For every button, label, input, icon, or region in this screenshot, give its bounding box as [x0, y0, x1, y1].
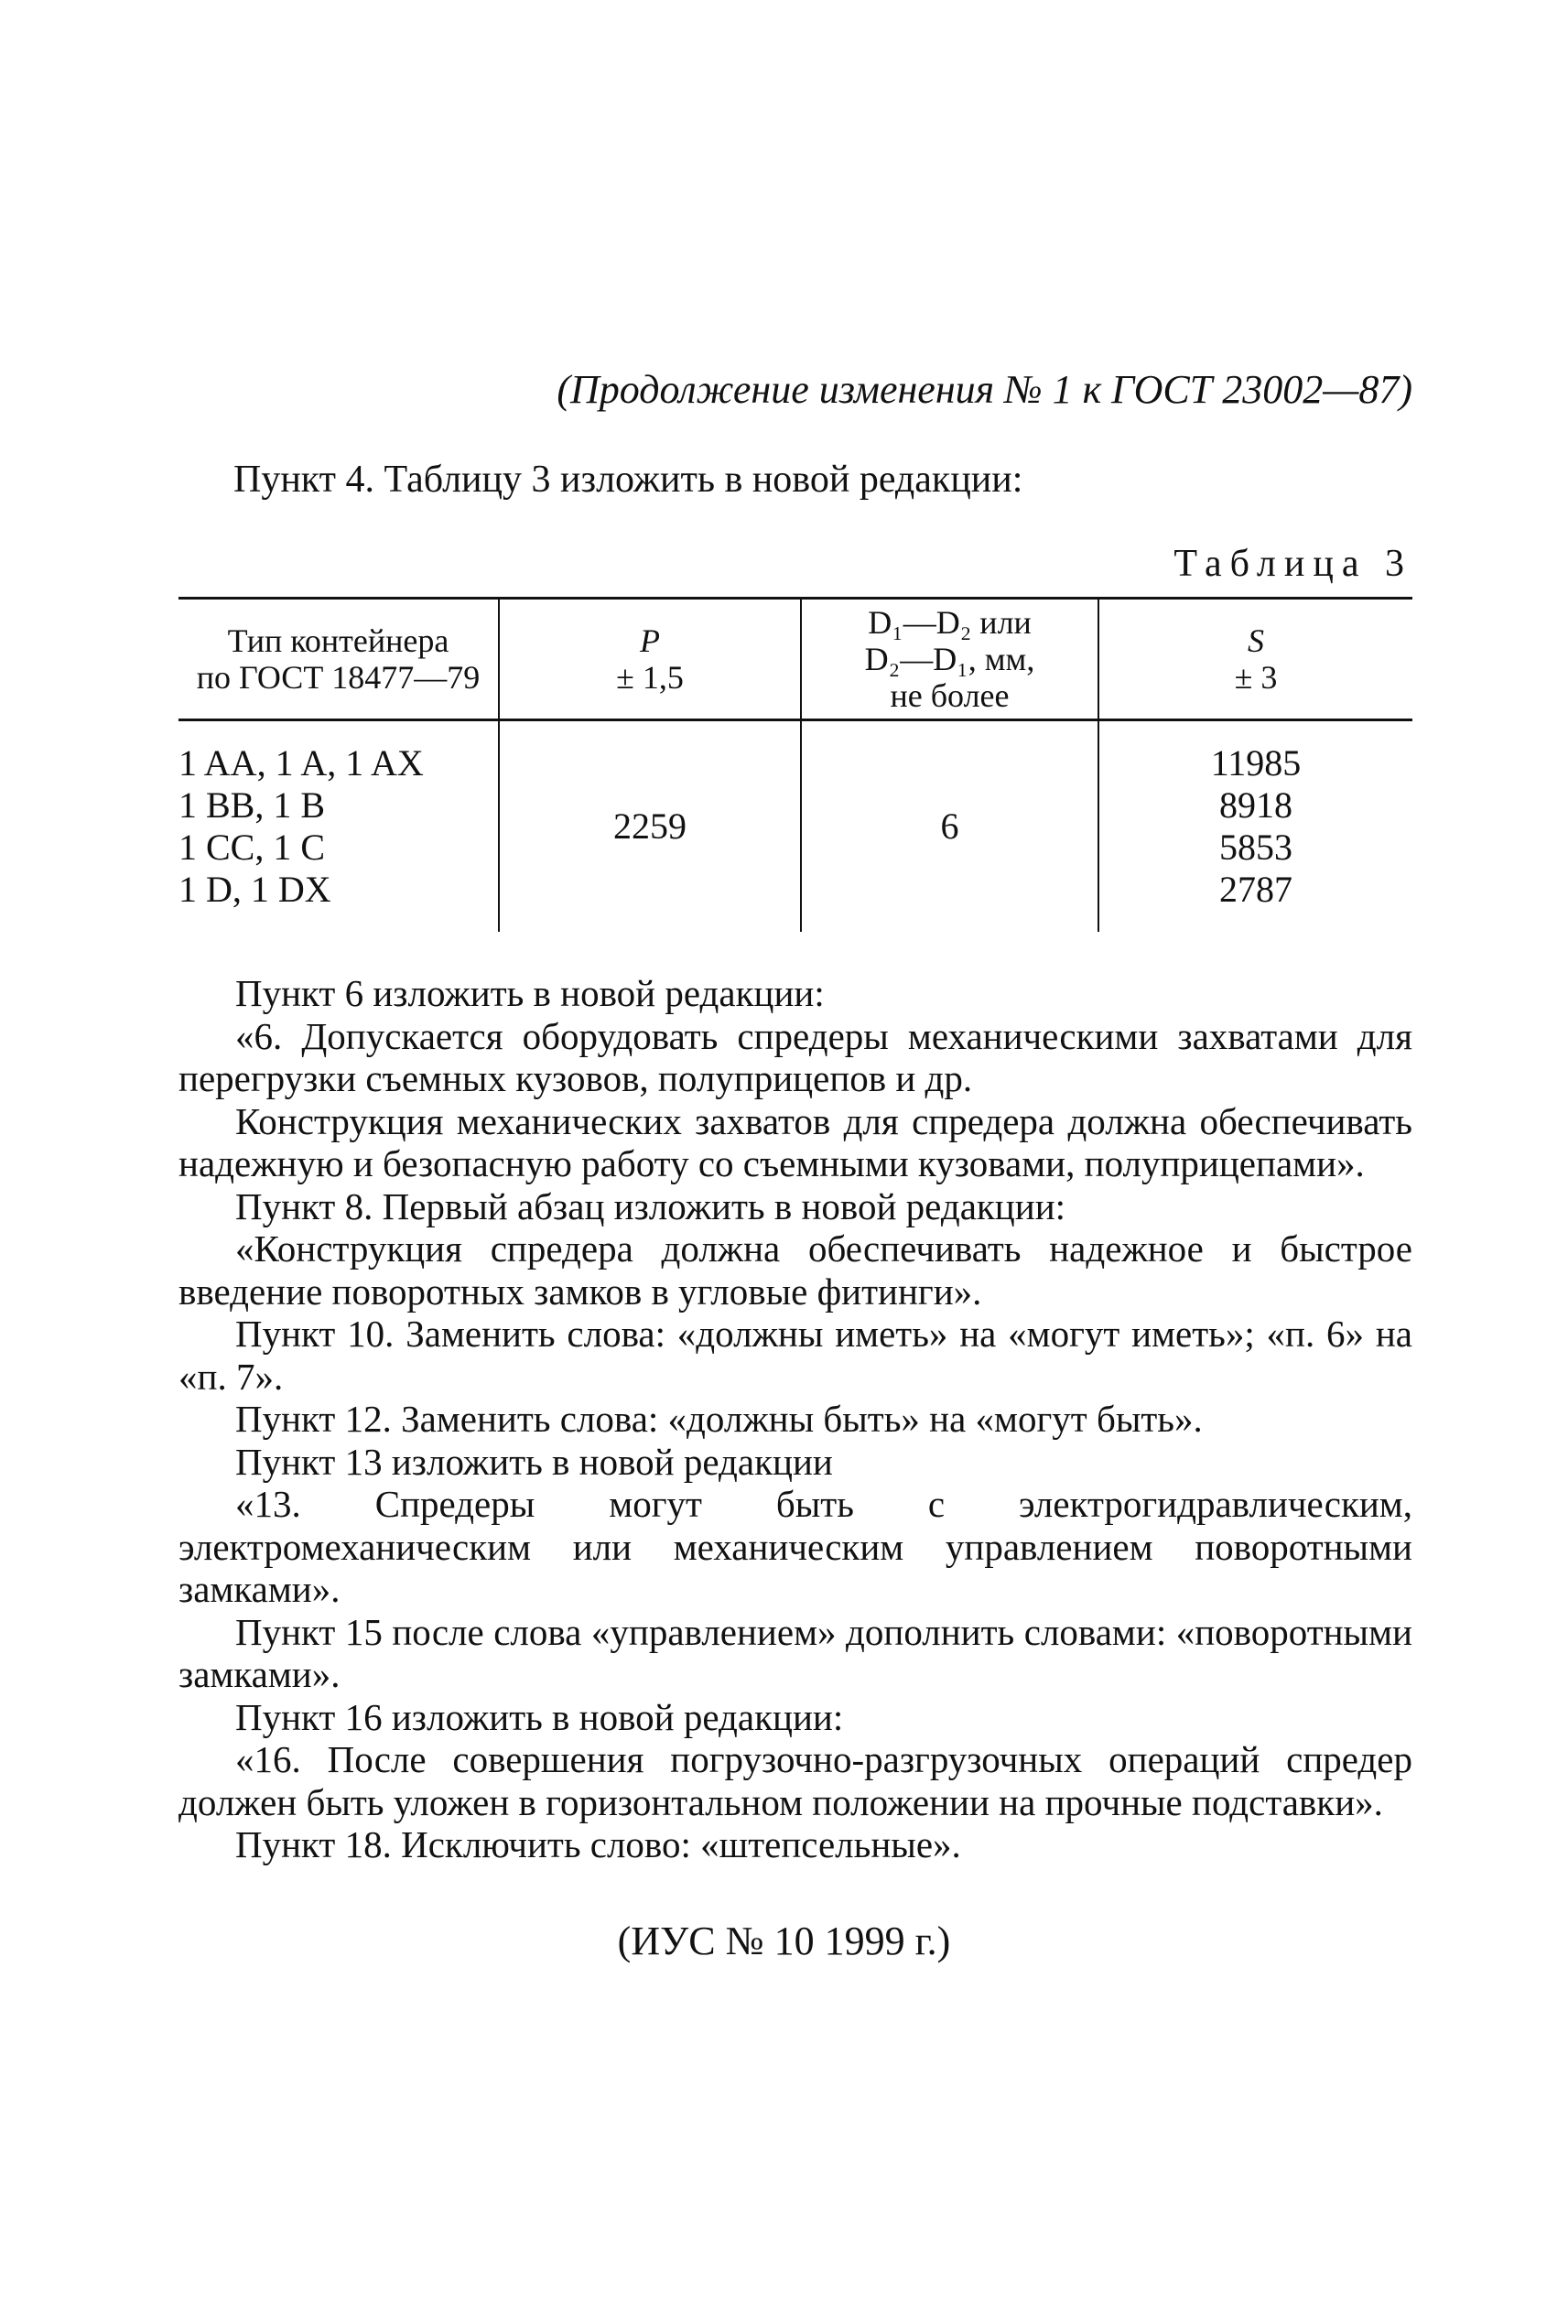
col-header-d [801, 599, 1098, 720]
source-footnote: (ИУС № 10 1999 г.) [617, 1919, 951, 1963]
table-header-row [178, 599, 1412, 720]
col-header-container-type [178, 599, 499, 720]
paragraph: Пункт 16 изложить в новой редакции: [235, 1695, 844, 1738]
container-type: 1 CC, 1 C [178, 827, 326, 868]
s-value: 11985 [1210, 742, 1302, 784]
intro-line: Пункт 4. Таблицу 3 изложить в новой редакции: [233, 459, 1023, 501]
paragraph: Пункт 8. Первый абзац изложить в новой редакции: [235, 1184, 1066, 1227]
p-value: 2259 [613, 805, 687, 847]
col-header-s [1098, 599, 1412, 720]
table-caption: Таблица 3 [1173, 543, 1412, 585]
col-header-line: S [1248, 622, 1264, 659]
paragraph: «6. Допускается оборудовать спредеры механическими захватами для перегрузки съемных кузовов, полуприцепов и др. [178, 1014, 1412, 1099]
col-header-p [499, 599, 801, 720]
col-header-line: ± 1,5 [616, 659, 684, 696]
paragraph: «16. После совершения погрузочно-разгрузочных операций спредер должен быть уложен в горизонтальном положении на прочные подставки». [178, 1738, 1412, 1823]
s-value: 2787 [1219, 869, 1292, 910]
col-header-line: D₂—D₁, мм, [864, 641, 1035, 677]
table-container [178, 597, 1412, 932]
continuation-header: (Продолжение изменения № 1 к ГОСТ 23002—87) [557, 367, 1412, 412]
spec-table [178, 597, 1412, 932]
container-type: 1 BB, 1 B [178, 784, 326, 826]
amendment-text [178, 972, 1412, 1866]
paragraph: Пункт 18. Исключить слово: «штепсельные». [235, 1823, 961, 1865]
s-value: 8918 [1219, 784, 1292, 826]
d-value: 6 [940, 805, 959, 847]
col-header-line: D₁—D₂ или [868, 604, 1032, 641]
col-header-line: Тип контейнера [227, 622, 449, 659]
paragraph: Пункт 10. Заменить слова: «должны иметь» на «могут иметь»; «п. 6» на «п. 7». [178, 1313, 1412, 1398]
paragraph: Пункт 6 изложить в новой редакции: [235, 972, 825, 1014]
paragraph: «13. Спредеры могут быть с электрогидравлическим, электромеханическим или механическим управлением поворотными замками». [178, 1483, 1412, 1610]
paragraph: Пункт 12. Заменить слова: «должны быть» на «могут быть». [235, 1398, 1203, 1440]
container-type: 1 AA, 1 A, 1 AX [178, 742, 424, 784]
col-header-line: по ГОСТ 18477—79 [196, 659, 481, 696]
paragraph: Конструкция механических захватов для спредера должна обеспечивать надежную и безопасную работу со съемными кузовами, полуприцепами». [178, 1099, 1412, 1184]
paragraph: «Конструкция спредера должна обеспечивать надежное и быстрое введение поворотных замков в угловые фитинги». [178, 1227, 1412, 1313]
col-header-line: P [640, 622, 660, 659]
paragraph: Пункт 13 изложить в новой редакции [235, 1440, 833, 1483]
table-row [178, 720, 1412, 933]
container-type: 1 D, 1 DX [178, 869, 331, 910]
col-header-line: не более [890, 677, 1010, 714]
cell-s-values [1098, 720, 1412, 933]
cell-container-types [178, 720, 499, 933]
paragraph: Пункт 15 после слова «управлением» дополнить словами: «поворотными замками». [178, 1610, 1412, 1695]
s-value: 5853 [1219, 827, 1292, 868]
cell-d-value [801, 720, 1098, 933]
cell-p-value [499, 720, 801, 933]
col-header-line: ± 3 [1234, 659, 1278, 696]
